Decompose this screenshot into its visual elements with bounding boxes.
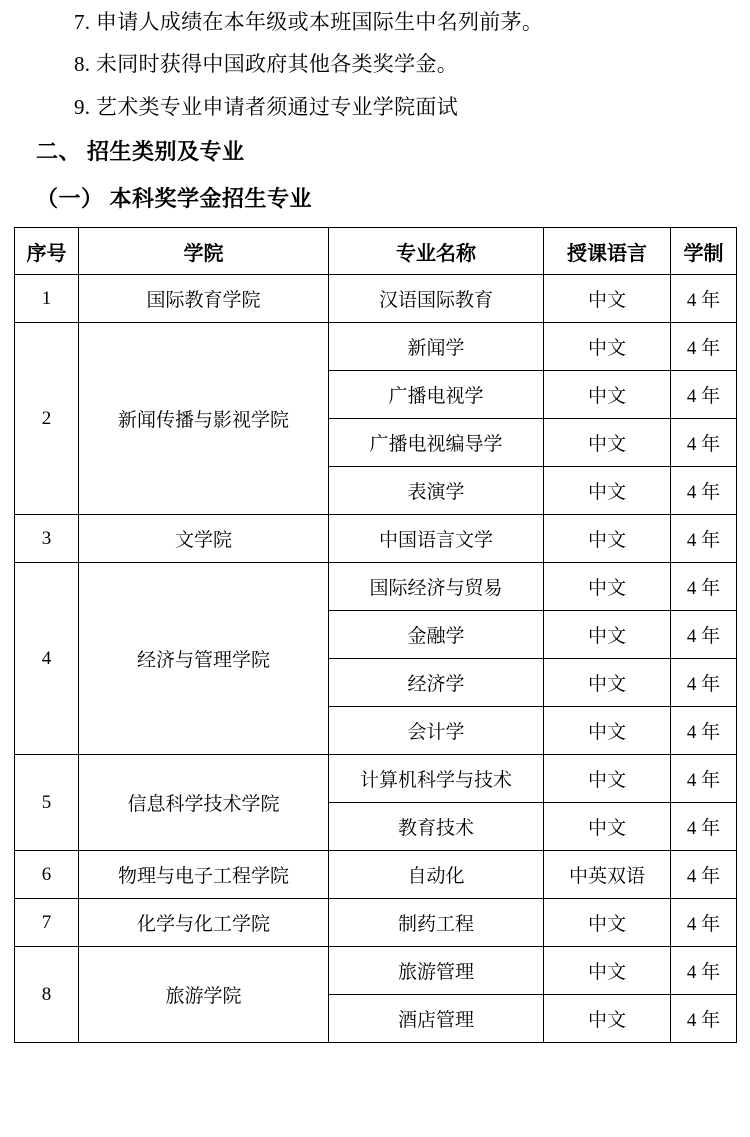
cell-years: 4 年 bbox=[671, 707, 737, 755]
cell-years: 4 年 bbox=[671, 419, 737, 467]
requirement-item-9: 9. 艺术类专业申请者须通过专业学院面试 bbox=[74, 94, 458, 119]
cell-years: 4 年 bbox=[671, 323, 737, 371]
cell-years: 4 年 bbox=[671, 803, 737, 851]
cell-major: 汉语国际教育 bbox=[329, 275, 544, 323]
cell-years: 4 年 bbox=[671, 947, 737, 995]
cell-years: 4 年 bbox=[671, 755, 737, 803]
cell-language: 中文 bbox=[544, 947, 671, 995]
cell-no: 4 bbox=[15, 563, 79, 755]
cell-college: 化学与化工学院 bbox=[79, 899, 329, 947]
cell-major: 酒店管理 bbox=[329, 995, 544, 1043]
cell-language: 中文 bbox=[544, 755, 671, 803]
table-row bbox=[15, 275, 737, 323]
cell-no: 2 bbox=[15, 323, 79, 515]
cell-major: 计算机科学与技术 bbox=[329, 755, 544, 803]
cell-college: 物理与电子工程学院 bbox=[79, 851, 329, 899]
table-row bbox=[15, 851, 737, 899]
cell-college: 经济与管理学院 bbox=[79, 563, 329, 755]
cell-no: 5 bbox=[15, 755, 79, 851]
cell-no: 8 bbox=[15, 947, 79, 1043]
section-heading: 二、 招生类别及专业 bbox=[36, 139, 245, 165]
cell-years: 4 年 bbox=[671, 659, 737, 707]
table-row bbox=[15, 899, 737, 947]
table-row bbox=[15, 563, 737, 611]
table-row bbox=[15, 323, 737, 371]
table-row bbox=[15, 755, 737, 803]
cell-language: 中文 bbox=[544, 803, 671, 851]
cell-language: 中文 bbox=[544, 611, 671, 659]
column-header-college: 学院 bbox=[79, 228, 329, 275]
cell-years: 4 年 bbox=[671, 515, 737, 563]
cell-years: 4 年 bbox=[671, 851, 737, 899]
cell-major: 教育技术 bbox=[329, 803, 544, 851]
cell-language: 中文 bbox=[544, 659, 671, 707]
cell-no: 6 bbox=[15, 851, 79, 899]
cell-major: 广播电视学 bbox=[329, 371, 544, 419]
cell-major: 新闻学 bbox=[329, 323, 544, 371]
cell-major: 广播电视编导学 bbox=[329, 419, 544, 467]
cell-major: 中国语言文学 bbox=[329, 515, 544, 563]
cell-major: 旅游管理 bbox=[329, 947, 544, 995]
cell-language: 中文 bbox=[544, 323, 671, 371]
table-row bbox=[15, 515, 737, 563]
cell-college: 国际教育学院 bbox=[79, 275, 329, 323]
cell-language: 中文 bbox=[544, 563, 671, 611]
cell-major: 制药工程 bbox=[329, 899, 544, 947]
column-header-no: 序号 bbox=[15, 228, 79, 275]
cell-major: 国际经济与贸易 bbox=[329, 563, 544, 611]
cell-no: 7 bbox=[15, 899, 79, 947]
cell-years: 4 年 bbox=[671, 371, 737, 419]
cell-language: 中文 bbox=[544, 467, 671, 515]
cell-major: 金融学 bbox=[329, 611, 544, 659]
cell-years: 4 年 bbox=[671, 467, 737, 515]
column-header-major: 专业名称 bbox=[329, 228, 544, 275]
cell-major: 会计学 bbox=[329, 707, 544, 755]
cell-years: 4 年 bbox=[671, 899, 737, 947]
cell-years: 4 年 bbox=[671, 995, 737, 1043]
column-header-years: 学制 bbox=[671, 228, 737, 275]
cell-years: 4 年 bbox=[671, 275, 737, 323]
cell-major: 自动化 bbox=[329, 851, 544, 899]
requirement-item-8: 8. 未同时获得中国政府其他各类奖学金。 bbox=[74, 52, 458, 77]
cell-college: 新闻传播与影视学院 bbox=[79, 323, 329, 515]
cell-language: 中文 bbox=[544, 275, 671, 323]
table-body bbox=[15, 275, 737, 1043]
cell-college: 旅游学院 bbox=[79, 947, 329, 1043]
cell-years: 4 年 bbox=[671, 611, 737, 659]
cell-major: 表演学 bbox=[329, 467, 544, 515]
cell-years: 4 年 bbox=[671, 563, 737, 611]
table-row bbox=[15, 947, 737, 995]
cell-language: 中文 bbox=[544, 419, 671, 467]
cell-language: 中英双语 bbox=[544, 851, 671, 899]
cell-major: 经济学 bbox=[329, 659, 544, 707]
cell-language: 中文 bbox=[544, 899, 671, 947]
cell-language: 中文 bbox=[544, 371, 671, 419]
cell-language: 中文 bbox=[544, 995, 671, 1043]
cell-no: 1 bbox=[15, 275, 79, 323]
cell-language: 中文 bbox=[544, 707, 671, 755]
cell-college: 文学院 bbox=[79, 515, 329, 563]
sub-heading: （一） 本科奖学金招生专业 bbox=[36, 186, 313, 212]
majors-table bbox=[14, 227, 737, 1043]
cell-college: 信息科学技术学院 bbox=[79, 755, 329, 851]
cell-no: 3 bbox=[15, 515, 79, 563]
cell-language: 中文 bbox=[544, 515, 671, 563]
column-header-language: 授课语言 bbox=[544, 228, 671, 275]
requirement-item-7: 7. 申请人成绩在本年级或本班国际生中名列前茅。 bbox=[74, 10, 544, 34]
table-header-row bbox=[15, 228, 737, 275]
